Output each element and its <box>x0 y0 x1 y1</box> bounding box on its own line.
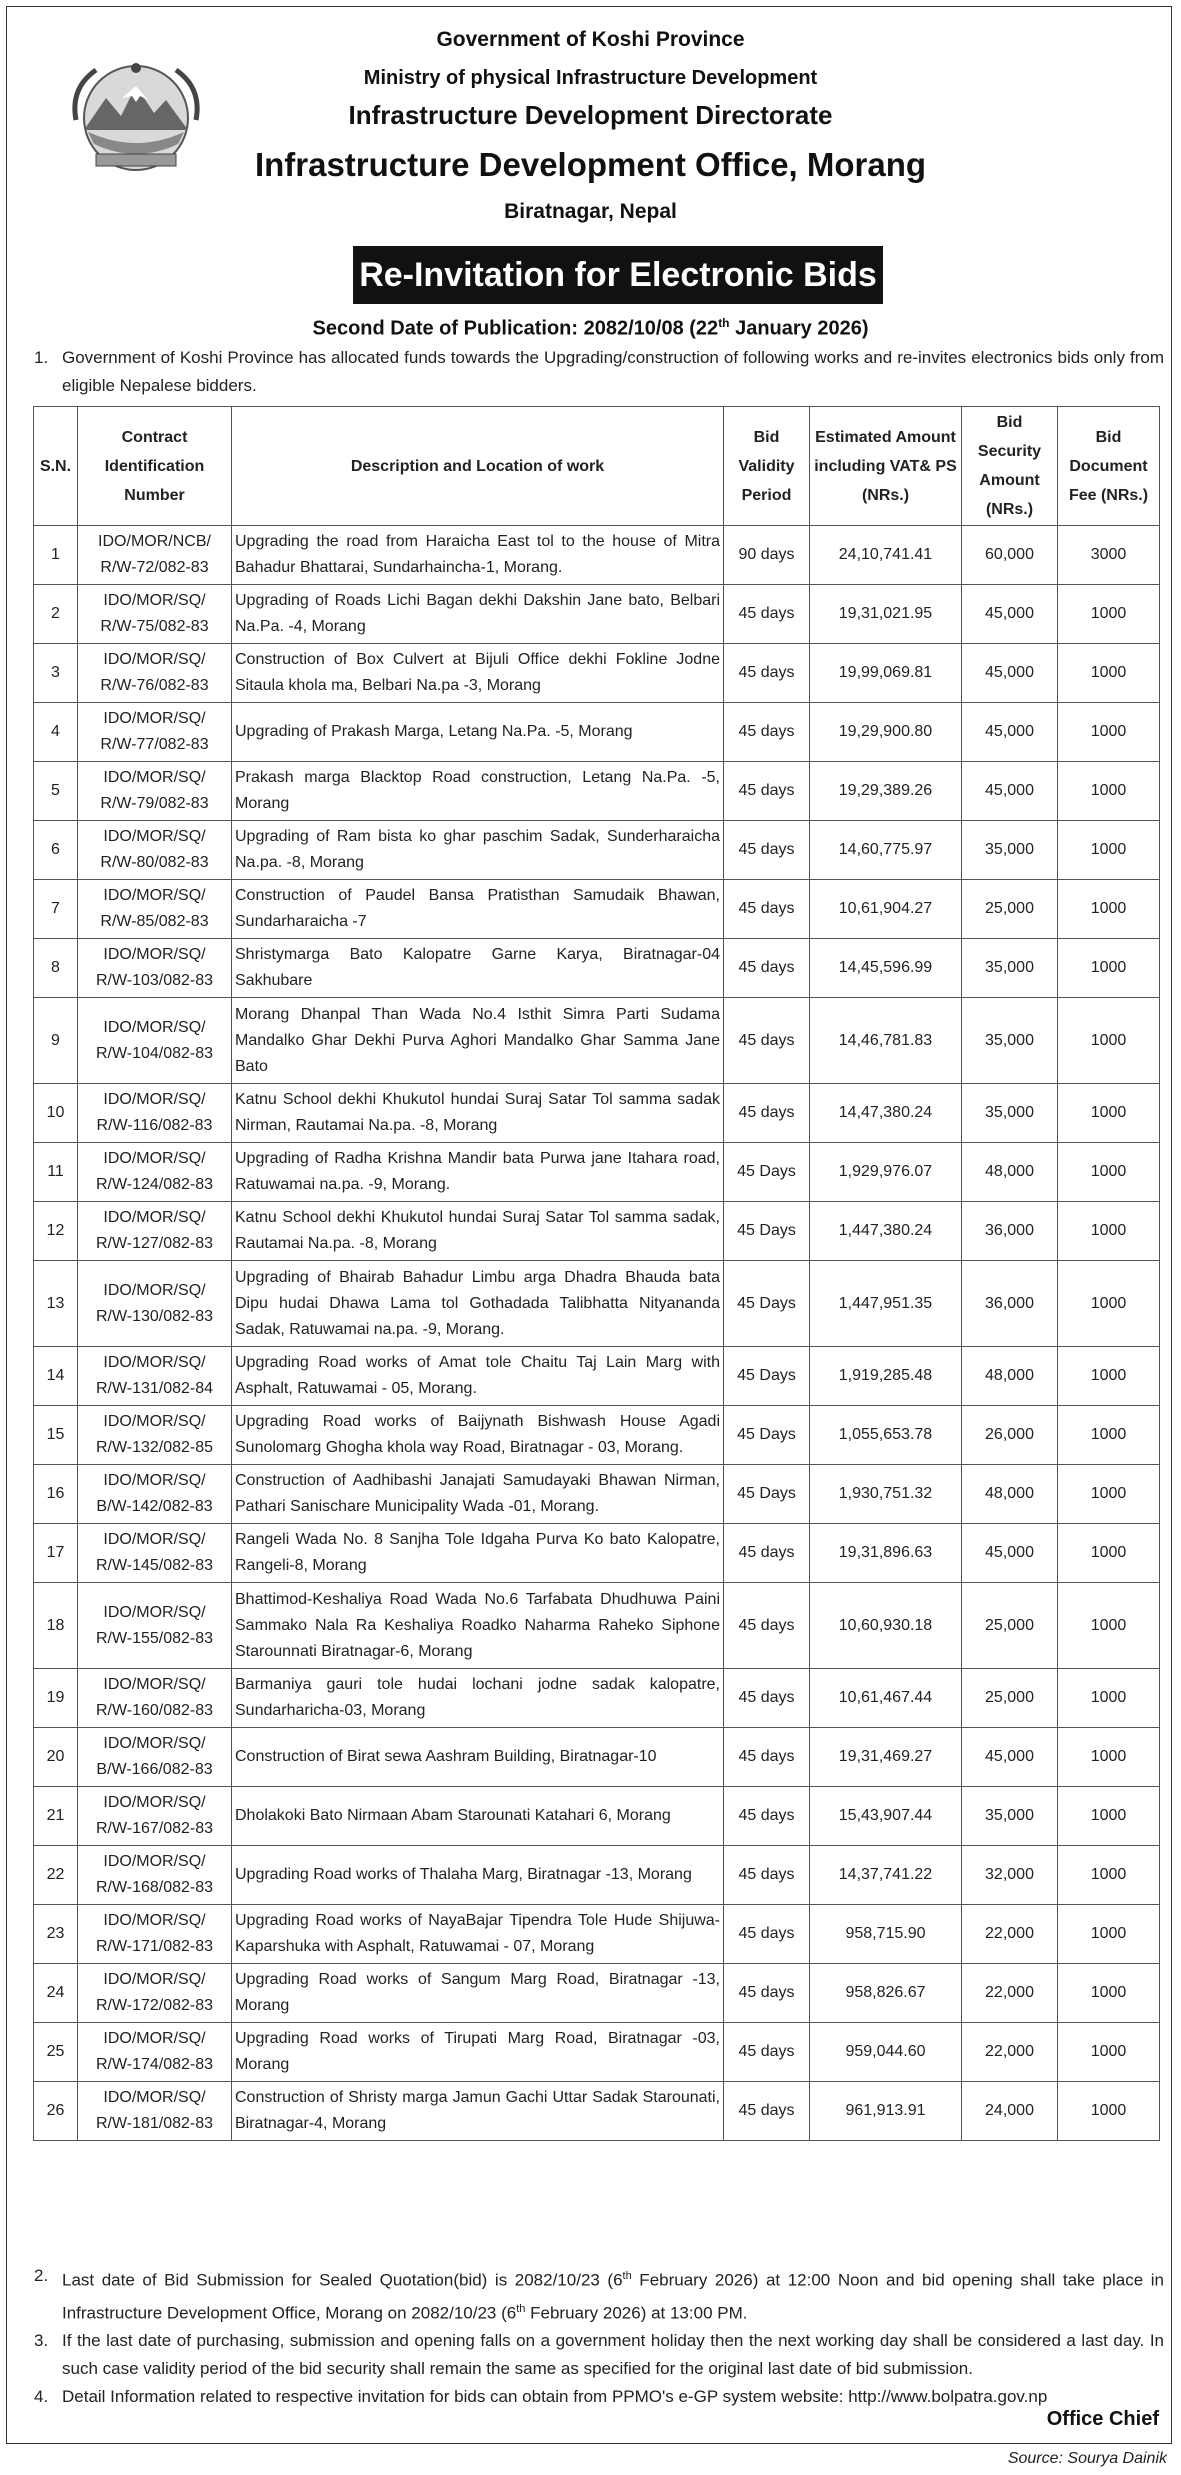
cell-security: 48,000 <box>962 1143 1058 1202</box>
cell-estimated-amount: 1,930,751.32 <box>810 1465 962 1524</box>
cell-estimated-amount: 19,29,900.80 <box>810 703 962 762</box>
table-row <box>34 1964 1160 2023</box>
notes-section <box>34 2262 1164 2411</box>
cell-description: Construction of Shristy marga Jamun Gachi Uttar Sadak Starounati, Biratnagar-4, Morang <box>232 2082 724 2141</box>
cell-description: Upgrading Road works of Sangum Marg Road, Biratnagar -13, Morang <box>232 1964 724 2023</box>
cell-security: 25,000 <box>962 1669 1058 1728</box>
cell-fee: 1000 <box>1058 1787 1160 1846</box>
contract-id-line-1: IDO/MOR/SQ/ <box>103 946 206 963</box>
contract-id-line-2: R/W-168/082-83 <box>95 1879 214 1896</box>
contract-id-line-1: IDO/MOR/SQ/ <box>103 1676 206 1693</box>
directorate-title: Infrastructure Development Directorate <box>348 100 833 130</box>
cell-estimated-amount: 1,447,380.24 <box>810 1202 962 1261</box>
header-fee: Bid Document Fee (NRs.) <box>1058 407 1160 526</box>
signature-office-chief: Office Chief <box>1046 2408 1159 2430</box>
contract-id-line-2: R/W-155/082-83 <box>95 1629 214 1647</box>
cell-sn: 16 <box>34 1465 78 1524</box>
cell-security: 25,000 <box>962 880 1058 939</box>
cell-validity: 90 days <box>724 526 810 585</box>
office-title: Infrastructure Development Office, Morang <box>254 146 927 183</box>
cell-security: 35,000 <box>962 821 1058 880</box>
contract-id-line-2: R/W-131/082-84 <box>95 1380 214 1397</box>
cell-validity: 45 Days <box>724 1261 810 1347</box>
cell-description: Dholakoki Bato Nirmaan Abam Starounati Katahari 6, Morang <box>232 1787 724 1846</box>
cell-estimated-amount: 959,044.60 <box>810 2023 962 2082</box>
cell-contract-id <box>78 526 232 585</box>
contract-id-line-1: IDO/MOR/SQ/ <box>103 592 206 609</box>
table-row <box>34 1084 1160 1143</box>
cell-security: 26,000 <box>962 1406 1058 1465</box>
cell-sn: 10 <box>34 1084 78 1143</box>
cell-description: Upgrading of Ram bista ko ghar paschim Sadak, Sunderharaicha Na.pa. -8, Morang <box>232 821 724 880</box>
cell-description: Upgrading Road works of Tirupati Marg Road, Biratnagar -03, Morang <box>232 2023 724 2082</box>
cell-sn: 24 <box>34 1964 78 2023</box>
cell-fee: 1000 <box>1058 2082 1160 2141</box>
cell-sn: 25 <box>34 2023 78 2082</box>
contract-id-line-2: R/W-132/082-85 <box>95 1439 214 1456</box>
cell-validity: 45 days <box>724 2023 810 2082</box>
note-4: 4. Detail Information related to respective invitation for bids can obtain from PPMO's e-GP system website: http://www.bolpatra.gov.np <box>34 2387 1048 2407</box>
cell-sn: 20 <box>34 1728 78 1787</box>
contract-id-line-2: R/W-174/082-83 <box>95 2056 214 2073</box>
notice-banner: Re-Invitation for Electronic Bids <box>353 246 883 304</box>
cell-contract-id <box>78 1465 232 1524</box>
cell-sn: 3 <box>34 644 78 703</box>
cell-contract-id <box>78 1143 232 1202</box>
cell-security: 45,000 <box>962 703 1058 762</box>
contract-id-line-1: IDO/MOR/SQ/ <box>103 1281 206 1299</box>
cell-validity: 45 Days <box>724 1406 810 1465</box>
cell-fee: 1000 <box>1058 1964 1160 2023</box>
contract-id-line-2: R/W-181/082-83 <box>95 2115 214 2132</box>
note-3: 3. If the last date of purchasing, submission and opening falls on a government holiday then the next working day shall be considered a last day. In such case validity period of the bid security shall remain the same as specified for the original last date of bid submission. <box>34 2331 1164 2379</box>
cell-contract-id <box>78 2023 232 2082</box>
cell-validity: 45 days <box>724 1084 810 1143</box>
contract-id-line-2: R/W-76/082-83 <box>100 677 209 694</box>
cell-description: Barmaniya gauri tole hudai lochani jodne sadak kalopatre, Sundarharicha-03, Morang <box>232 1669 724 1728</box>
cell-validity: 45 days <box>724 1905 810 1964</box>
cell-fee: 1000 <box>1058 644 1160 703</box>
contract-id-line-1: IDO/MOR/SQ/ <box>103 1018 206 1036</box>
cell-fee: 1000 <box>1058 880 1160 939</box>
cell-fee: 1000 <box>1058 1846 1160 1905</box>
note-2: 2. Last date of Bid Submission for Sealed Quotation(bid) is 2082/10/23 (6th February 2026) at 12:00 Noon and bid opening shall take place in Infrastructure Development Office, Morang on 2082/10/23 (6th February 2026) at 13:00 PM. <box>34 2266 1164 2323</box>
cell-estimated-amount: 958,826.67 <box>810 1964 962 2023</box>
contract-id-line-1: IDO/MOR/SQ/ <box>103 1603 206 1621</box>
intro-paragraph: 1. Government of Koshi Province has allocated funds towards the Upgrading/construction of following works and re-invites electronics bids only from eligible Nepalese bidders. <box>34 348 1164 395</box>
table-row <box>34 2023 1160 2082</box>
cell-description: Upgrading Road works of Baijynath Bishwash House Agadi Sunolomarg Ghogha khola way Road, Biratnagar - 03, Morang. <box>232 1406 724 1465</box>
cell-estimated-amount: 15,43,907.44 <box>810 1787 962 1846</box>
cell-validity: 45 days <box>724 703 810 762</box>
cell-estimated-amount: 19,29,389.26 <box>810 762 962 821</box>
contract-id-line-1: IDO/MOR/SQ/ <box>103 651 206 668</box>
contract-id-line-1: IDO/MOR/SQ/ <box>103 1354 206 1371</box>
cell-sn: 15 <box>34 1406 78 1465</box>
cell-sn: 23 <box>34 1905 78 1964</box>
cell-validity: 45 days <box>724 880 810 939</box>
cell-description: Upgrading the road from Haraicha East tol to the house of Mitra Bahadur Bhattarai, Sundarhaincha-1, Morang. <box>232 526 724 585</box>
cell-fee: 1000 <box>1058 1143 1160 1202</box>
cell-contract-id <box>78 998 232 1084</box>
header-security: Bid Security Amount (NRs.) <box>962 407 1058 526</box>
cell-contract-id <box>78 821 232 880</box>
cell-security: 45,000 <box>962 1524 1058 1583</box>
cell-security: 45,000 <box>962 644 1058 703</box>
office-location: Biratnagar, Nepal <box>504 200 677 223</box>
cell-security: 35,000 <box>962 998 1058 1084</box>
cell-validity: 45 days <box>724 939 810 998</box>
cell-estimated-amount: 14,47,380.24 <box>810 1084 962 1143</box>
contract-id-line-1: IDO/MOR/SQ/ <box>103 1971 206 1988</box>
cell-fee: 1000 <box>1058 2023 1160 2082</box>
table-row <box>34 821 1160 880</box>
cell-estimated-amount: 961,913.91 <box>810 2082 962 2141</box>
cell-estimated-amount: 19,99,069.81 <box>810 644 962 703</box>
contract-id-line-2: R/W-124/082-83 <box>95 1176 214 1193</box>
cell-estimated-amount: 19,31,021.95 <box>810 585 962 644</box>
contract-id-line-2: R/W-127/082-83 <box>95 1235 214 1252</box>
cell-estimated-amount: 24,10,741.41 <box>810 526 962 585</box>
cell-estimated-amount: 10,61,904.27 <box>810 880 962 939</box>
cell-sn: 18 <box>34 1583 78 1669</box>
contract-id-line-2: R/W-75/082-83 <box>100 618 209 635</box>
contract-id-line-1: IDO/MOR/SQ/ <box>103 2030 206 2047</box>
cell-contract-id <box>78 644 232 703</box>
table-row <box>34 644 1160 703</box>
contract-id-line-1: IDO/MOR/SQ/ <box>103 1091 206 1108</box>
contract-id-line-2: R/W-85/082-83 <box>100 913 209 930</box>
table-row <box>34 703 1160 762</box>
cell-estimated-amount: 14,60,775.97 <box>810 821 962 880</box>
cell-security: 35,000 <box>962 1787 1058 1846</box>
cell-contract-id <box>78 1406 232 1465</box>
cell-validity: 45 Days <box>724 1347 810 1406</box>
cell-description: Construction of Box Culvert at Bijuli Office dekhi Fokline Jodne Sitaula khola ma, Belbari Na.pa -3, Morang <box>232 644 724 703</box>
cell-contract-id <box>78 1583 232 1669</box>
table-row <box>34 1905 1160 1964</box>
contract-id-line-1: IDO/MOR/SQ/ <box>103 1209 206 1226</box>
table-row <box>34 1583 1160 1669</box>
cell-sn: 22 <box>34 1846 78 1905</box>
cell-validity: 45 days <box>724 1583 810 1669</box>
ministry-title: Ministry of physical Infrastructure Development <box>363 67 818 89</box>
cell-validity: 45 days <box>724 1669 810 1728</box>
cell-fee: 1000 <box>1058 585 1160 644</box>
cell-description: Construction of Aadhibashi Janajati Samudayaki Bhawan Nirman, Pathari Sanischare Municipality Wada -01, Morang. <box>232 1465 724 1524</box>
cell-estimated-amount: 19,31,469.27 <box>810 1728 962 1787</box>
cell-description: Upgrading of Bhairab Bahadur Limbu arga Dhadra Bhauda bata Dipu hudai Dhawa Lama tol Gothadada Talibhatta Nityananda Sadak, Ratuwamai na.pa. -9, Morang. <box>232 1261 724 1347</box>
cell-description: Upgrading of Radha Krishna Mandir bata Purwa jane Itahara road, Ratuwamai na.pa. -9, Morang. <box>232 1143 724 1202</box>
cell-sn: 26 <box>34 2082 78 2141</box>
table-row <box>34 2082 1160 2141</box>
cell-contract-id <box>78 1261 232 1347</box>
cell-estimated-amount: 10,60,930.18 <box>810 1583 962 1669</box>
cell-fee: 1000 <box>1058 1524 1160 1583</box>
cell-contract-id <box>78 1905 232 1964</box>
cell-security: 45,000 <box>962 585 1058 644</box>
contract-id-line-2: R/W-79/082-83 <box>100 795 209 812</box>
contract-id-line-2: R/W-145/082-83 <box>95 1557 214 1574</box>
contract-id-line-1: IDO/MOR/SQ/ <box>103 1150 206 1167</box>
cell-security: 22,000 <box>962 2023 1058 2082</box>
cell-contract-id <box>78 1728 232 1787</box>
table-row <box>34 1669 1160 1728</box>
cell-contract-id <box>78 1084 232 1143</box>
cell-contract-id <box>78 880 232 939</box>
contract-id-line-1: IDO/MOR/SQ/ <box>103 1912 206 1929</box>
cell-contract-id <box>78 1524 232 1583</box>
contract-id-line-1: IDO/MOR/SQ/ <box>103 769 206 786</box>
header-contract-id: Contract Identification Number <box>78 407 232 526</box>
cell-fee: 1000 <box>1058 939 1160 998</box>
cell-security: 32,000 <box>962 1846 1058 1905</box>
cell-estimated-amount: 958,715.90 <box>810 1905 962 1964</box>
header-validity: Bid Validity Period <box>724 407 810 526</box>
contract-id-line-2: R/W-160/082-83 <box>95 1702 214 1719</box>
cell-contract-id <box>78 1669 232 1728</box>
table-row <box>34 998 1160 1084</box>
cell-security: 48,000 <box>962 1347 1058 1406</box>
cell-security: 24,000 <box>962 2082 1058 2141</box>
cell-security: 35,000 <box>962 1084 1058 1143</box>
cell-sn: 13 <box>34 1261 78 1347</box>
cell-description: Construction of Paudel Bansa Pratisthan Samudaik Bhawan, Sundarharaicha -7 <box>232 880 724 939</box>
table-row <box>34 762 1160 821</box>
cell-contract-id <box>78 2082 232 2141</box>
table-row <box>34 1787 1160 1846</box>
table-row <box>34 1261 1160 1347</box>
contract-id-line-1: IDO/MOR/SQ/ <box>103 1413 206 1430</box>
cell-sn: 5 <box>34 762 78 821</box>
cell-sn: 9 <box>34 998 78 1084</box>
cell-security: 60,000 <box>962 526 1058 585</box>
cell-description: Construction of Birat sewa Aashram Building, Biratnagar-10 <box>232 1728 724 1787</box>
contract-id-line-1: IDO/MOR/NCB/ <box>98 533 211 550</box>
cell-description: Shristymarga Bato Kalopatre Garne Karya, Biratnagar-04 Sakhubare <box>232 939 724 998</box>
cell-contract-id <box>78 585 232 644</box>
cell-sn: 12 <box>34 1202 78 1261</box>
cell-fee: 1000 <box>1058 1261 1160 1347</box>
table-row <box>34 880 1160 939</box>
cell-description: Upgrading Road works of Amat tole Chaitu Taj Lain Marg with Asphalt, Ratuwamai - 05, Morang. <box>232 1347 724 1406</box>
contract-id-line-1: IDO/MOR/SQ/ <box>103 1735 206 1752</box>
cell-fee: 1000 <box>1058 1084 1160 1143</box>
cell-sn: 8 <box>34 939 78 998</box>
contract-id-line-2: R/W-116/082-83 <box>96 1117 213 1134</box>
contract-id-line-1: IDO/MOR/SQ/ <box>103 1853 206 1870</box>
cell-contract-id <box>78 939 232 998</box>
contract-id-line-1: IDO/MOR/SQ/ <box>103 710 206 727</box>
table-row <box>34 939 1160 998</box>
cell-description: Rangeli Wada No. 8 Sanjha Tole Idgaha Purva Ko bato Kalopatre, Rangeli-8, Morang <box>232 1524 724 1583</box>
cell-security: 48,000 <box>962 1465 1058 1524</box>
cell-validity: 45 days <box>724 1846 810 1905</box>
cell-fee: 1000 <box>1058 1202 1160 1261</box>
contract-id-line-2: B/W-166/082-83 <box>96 1761 213 1778</box>
table-row <box>34 1465 1160 1524</box>
contract-id-line-2: R/W-171/082-83 <box>95 1938 214 1955</box>
table-row <box>34 1143 1160 1202</box>
cell-security: 25,000 <box>962 1583 1058 1669</box>
cell-validity: 45 Days <box>724 1143 810 1202</box>
contract-id-line-2: R/W-103/082-83 <box>95 972 214 989</box>
header-sn: S.N. <box>34 407 78 526</box>
cell-validity: 45 days <box>724 1964 810 2023</box>
cell-contract-id <box>78 1202 232 1261</box>
cell-description: Upgrading of Roads Lichi Bagan dekhi Dakshin Jane bato, Belbari Na.Pa. -4, Morang <box>232 585 724 644</box>
cell-description: Upgrading Road works of Thalaha Marg, Biratnagar -13, Morang <box>232 1846 724 1905</box>
cell-sn: 2 <box>34 585 78 644</box>
cell-validity: 45 days <box>724 998 810 1084</box>
cell-fee: 1000 <box>1058 1583 1160 1669</box>
cell-fee: 1000 <box>1058 1406 1160 1465</box>
bids-table <box>33 406 1160 2141</box>
cell-sn: 4 <box>34 703 78 762</box>
cell-description: Morang Dhanpal Than Wada No.4 Isthit Simra Parti Sudama Mandalko Ghar Dekhi Purva Aghori Mandalko Ghar Samma Jane Bato <box>232 998 724 1084</box>
cell-security: 36,000 <box>962 1261 1058 1347</box>
cell-estimated-amount: 14,37,741.22 <box>810 1846 962 1905</box>
cell-validity: 45 days <box>724 762 810 821</box>
cell-fee: 1000 <box>1058 1728 1160 1787</box>
cell-fee: 1000 <box>1058 703 1160 762</box>
cell-estimated-amount: 10,61,467.44 <box>810 1669 962 1728</box>
cell-validity: 45 days <box>724 585 810 644</box>
cell-description: Bhattimod-Keshaliya Road Wada No.6 Tarfabata Dhudhuwa Paini Sammako Nala Ra Keshaliya Roadko Naharma Raheko Siphone Starounnati Biratnagar-6, Morang <box>232 1583 724 1669</box>
table-row <box>34 1202 1160 1261</box>
contract-id-line-1: IDO/MOR/SQ/ <box>103 2089 206 2106</box>
publication-date: Second Date of Publication: 2082/10/08 (22th January 2026) <box>312 316 869 340</box>
contract-id-line-2: R/W-72/082-83 <box>100 559 209 576</box>
cell-estimated-amount: 1,055,653.78 <box>810 1406 962 1465</box>
cell-description: Upgrading Road works of NayaBajar Tipendra Tole Hude Shijuwa-Kaparshuka with Asphalt, Ratuwamai - 07, Morang <box>232 1905 724 1964</box>
header-description: Description and Location of work <box>232 407 724 526</box>
cell-sn: 11 <box>34 1143 78 1202</box>
table-row <box>34 1846 1160 1905</box>
contract-id-line-2: R/W-130/082-83 <box>95 1307 214 1325</box>
cell-description: Prakash marga Blacktop Road construction, Letang Na.Pa. -5, Morang <box>232 762 724 821</box>
cell-fee: 1000 <box>1058 821 1160 880</box>
cell-contract-id <box>78 1964 232 2023</box>
cell-contract-id <box>78 1846 232 1905</box>
contract-id-line-1: IDO/MOR/SQ/ <box>103 828 206 845</box>
cell-security: 22,000 <box>962 1905 1058 1964</box>
contract-id-line-2: R/W-80/082-83 <box>100 854 209 871</box>
government-title: Government of Koshi Province <box>436 28 745 51</box>
cell-security: 36,000 <box>962 1202 1058 1261</box>
contract-id-line-1: IDO/MOR/SQ/ <box>103 1794 206 1811</box>
contract-id-line-1: IDO/MOR/SQ/ <box>103 1531 206 1548</box>
header-estimated-amount: Estimated Amount including VAT& PS (NRs.) <box>810 407 962 526</box>
cell-estimated-amount: 1,929,976.07 <box>810 1143 962 1202</box>
cell-estimated-amount: 1,447,951.35 <box>810 1261 962 1347</box>
contract-id-line-2: B/W-142/082-83 <box>96 1498 213 1515</box>
cell-validity: 45 days <box>724 1787 810 1846</box>
cell-sn: 17 <box>34 1524 78 1583</box>
contract-id-line-2: R/W-172/082-83 <box>95 1997 214 2014</box>
contract-id-line-2: R/W-104/082-83 <box>95 1044 214 1062</box>
cell-validity: 45 days <box>724 821 810 880</box>
cell-sn: 19 <box>34 1669 78 1728</box>
cell-sn: 7 <box>34 880 78 939</box>
table-row <box>34 1347 1160 1406</box>
cell-validity: 45 days <box>724 644 810 703</box>
cell-fee: 1000 <box>1058 998 1160 1084</box>
cell-estimated-amount: 19,31,896.63 <box>810 1524 962 1583</box>
cell-sn: 21 <box>34 1787 78 1846</box>
cell-security: 22,000 <box>962 1964 1058 2023</box>
cell-description: Upgrading of Prakash Marga, Letang Na.Pa. -5, Morang <box>232 703 724 762</box>
contract-id-line-2: R/W-77/082-83 <box>100 736 209 753</box>
cell-fee: 3000 <box>1058 526 1160 585</box>
table-row <box>34 585 1160 644</box>
cell-fee: 1000 <box>1058 1669 1160 1728</box>
cell-security: 45,000 <box>962 1728 1058 1787</box>
cell-validity: 45 Days <box>724 1465 810 1524</box>
cell-sn: 14 <box>34 1347 78 1406</box>
cell-fee: 1000 <box>1058 1347 1160 1406</box>
cell-estimated-amount: 14,45,596.99 <box>810 939 962 998</box>
cell-sn: 6 <box>34 821 78 880</box>
contract-id-line-1: IDO/MOR/SQ/ <box>103 887 206 904</box>
cell-fee: 1000 <box>1058 1905 1160 1964</box>
contract-id-line-2: R/W-167/082-83 <box>95 1820 214 1837</box>
table-row <box>34 1524 1160 1583</box>
table-row <box>34 1406 1160 1465</box>
cell-fee: 1000 <box>1058 762 1160 821</box>
cell-estimated-amount: 14,46,781.83 <box>810 998 962 1084</box>
cell-description: Katnu School dekhi Khukutol hundai Suraj Satar Tol samma sadak Nirman, Rautamai Na.pa. -8, Morang <box>232 1084 724 1143</box>
table-header-row <box>34 407 1160 526</box>
cell-security: 35,000 <box>962 939 1058 998</box>
cell-validity: 45 days <box>724 1728 810 1787</box>
cell-contract-id <box>78 1787 232 1846</box>
cell-validity: 45 days <box>724 1524 810 1583</box>
cell-validity: 45 days <box>724 2082 810 2141</box>
cell-contract-id <box>78 762 232 821</box>
cell-sn: 1 <box>34 526 78 585</box>
source-credit: Source: Sourya Dainik <box>1007 2450 1167 2467</box>
cell-security: 45,000 <box>962 762 1058 821</box>
cell-contract-id <box>78 703 232 762</box>
cell-contract-id <box>78 1347 232 1406</box>
table-row <box>34 526 1160 585</box>
cell-description: Katnu School dekhi Khukutol hundai Suraj Satar Tol samma sadak, Rautamai Na.pa. -8, Morang <box>232 1202 724 1261</box>
contract-id-line-1: IDO/MOR/SQ/ <box>103 1472 206 1489</box>
table-row <box>34 1728 1160 1787</box>
cell-estimated-amount: 1,919,285.48 <box>810 1347 962 1406</box>
cell-fee: 1000 <box>1058 1465 1160 1524</box>
cell-validity: 45 Days <box>724 1202 810 1261</box>
